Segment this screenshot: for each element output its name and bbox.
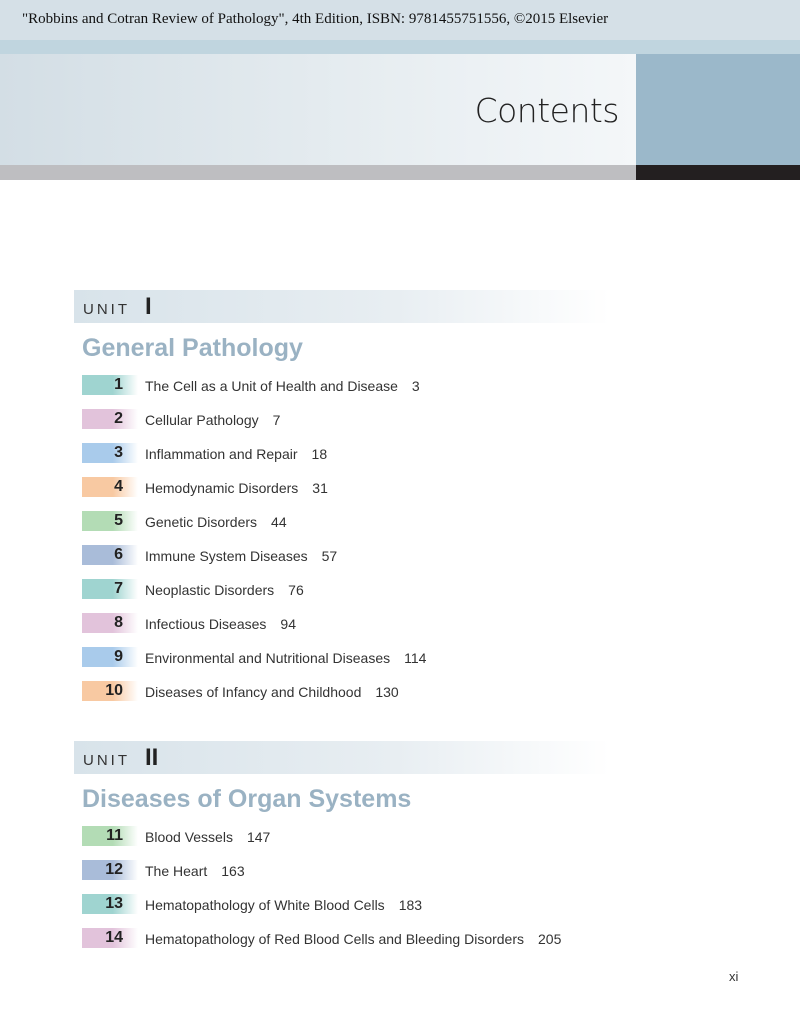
chapter-page: 76 [288,582,304,598]
chapter-page: 44 [271,514,287,530]
unit-numeral: I [145,293,152,320]
chapter-number: 7 [114,580,123,597]
toc-entry[interactable] [82,477,682,499]
chapter-badge [82,647,138,667]
chapter-title[interactable]: Immune System Diseases [145,548,308,564]
chapter-badge [82,860,138,880]
toc-entry[interactable] [82,928,682,950]
chapter-page: 3 [411,378,420,394]
toc-entry[interactable] [82,860,682,882]
toc-entry[interactable] [82,681,682,703]
chapter-page: 114 [404,650,427,666]
chapter-badge [82,409,138,429]
chapter-title[interactable]: Genetic Disorders [145,514,258,530]
unit-heading [74,741,610,774]
toc-entry[interactable] [82,375,682,397]
chapter-number: 4 [114,478,123,495]
page-number: xi [729,969,739,984]
chapter-number: 13 [105,895,123,912]
toc-entry[interactable] [82,579,682,601]
chapter-page: 183 [398,897,423,913]
chapter-number: 8 [114,614,123,631]
chapter-badge [82,681,138,701]
header-rule-gray [0,165,636,180]
chapter-badge [82,443,138,463]
chapter-page: 147 [246,829,271,845]
chapter-number: 6 [114,546,123,563]
chapter-page: 205 [538,931,562,947]
chapter-number: 12 [105,861,123,878]
chapter-number: 3 [114,444,123,461]
chapter-title[interactable]: Diseases of Infancy and Childhood [145,684,362,700]
chapter-title[interactable]: The Cell as a Unit of Health and Disease [145,378,398,394]
toc-entry[interactable] [82,894,682,916]
chapter-title[interactable]: Environmental and Nutritional Diseases [145,650,391,666]
chapter-page: 163 [221,863,245,879]
chapter-badge [82,511,138,531]
chapter-badge [82,894,138,914]
chapter-number: 1 [114,376,123,393]
unit-label: UNIT [83,752,130,769]
chapter-page: 57 [321,548,338,564]
chapter-page: 31 [312,480,328,496]
chapter-title[interactable]: Inflammation and Repair [145,446,298,462]
chapter-number: 2 [114,410,123,427]
toc-entry[interactable] [82,826,682,848]
toc-entry[interactable] [82,545,682,567]
header-stripe [0,40,800,54]
chapter-badge [82,928,138,948]
chapter-title[interactable]: Hematopathology of White Blood Cells [145,897,385,913]
page-title: Contents [474,91,619,130]
chapter-number: 10 [105,682,123,699]
citation-text: "Robbins and Cotran Review of Pathology", 4th Edition, ISBN: 9781455751556, ©2015 Elsevier [22,11,609,27]
chapter-title[interactable]: Hematopathology of Red Blood Cells and Bleeding Disorders [145,931,524,947]
chapter-title[interactable]: Cellular Pathology [145,412,259,428]
chapter-page: 94 [280,616,296,632]
chapter-title[interactable]: Hemodynamic Disorders [145,480,299,496]
chapter-badge [82,375,138,395]
chapter-page: 130 [375,684,399,700]
chapter-badge [82,477,138,497]
header-rule-black [636,165,800,180]
unit-heading [74,290,610,323]
chapter-number: 14 [105,929,123,946]
chapter-number: 9 [114,648,123,665]
toc-entry[interactable] [82,443,682,465]
chapter-page: 18 [311,446,328,462]
toc-entry[interactable] [82,613,682,635]
unit-title: General Pathology [82,334,303,362]
chapter-title[interactable]: Blood Vessels [145,829,233,845]
toc-entry[interactable] [82,511,682,533]
unit-label: UNIT [83,301,130,318]
toc-entry[interactable] [82,647,682,669]
chapter-title[interactable]: The Heart [145,863,208,879]
toc-entry[interactable] [82,409,682,431]
citation-band [0,0,800,40]
chapter-badge [82,579,138,599]
chapter-badge [82,545,138,565]
chapter-page: 7 [272,412,281,428]
chapter-badge [82,613,138,633]
unit-numeral: II [145,744,159,771]
header-accent-block [636,54,800,165]
chapter-number: 11 [106,827,123,844]
chapter-title[interactable]: Neoplastic Disorders [145,582,275,598]
chapter-badge [82,826,138,846]
chapter-number: 5 [114,512,123,529]
unit-title: Diseases of Organ Systems [82,785,412,813]
chapter-title[interactable]: Infectious Diseases [145,616,267,632]
